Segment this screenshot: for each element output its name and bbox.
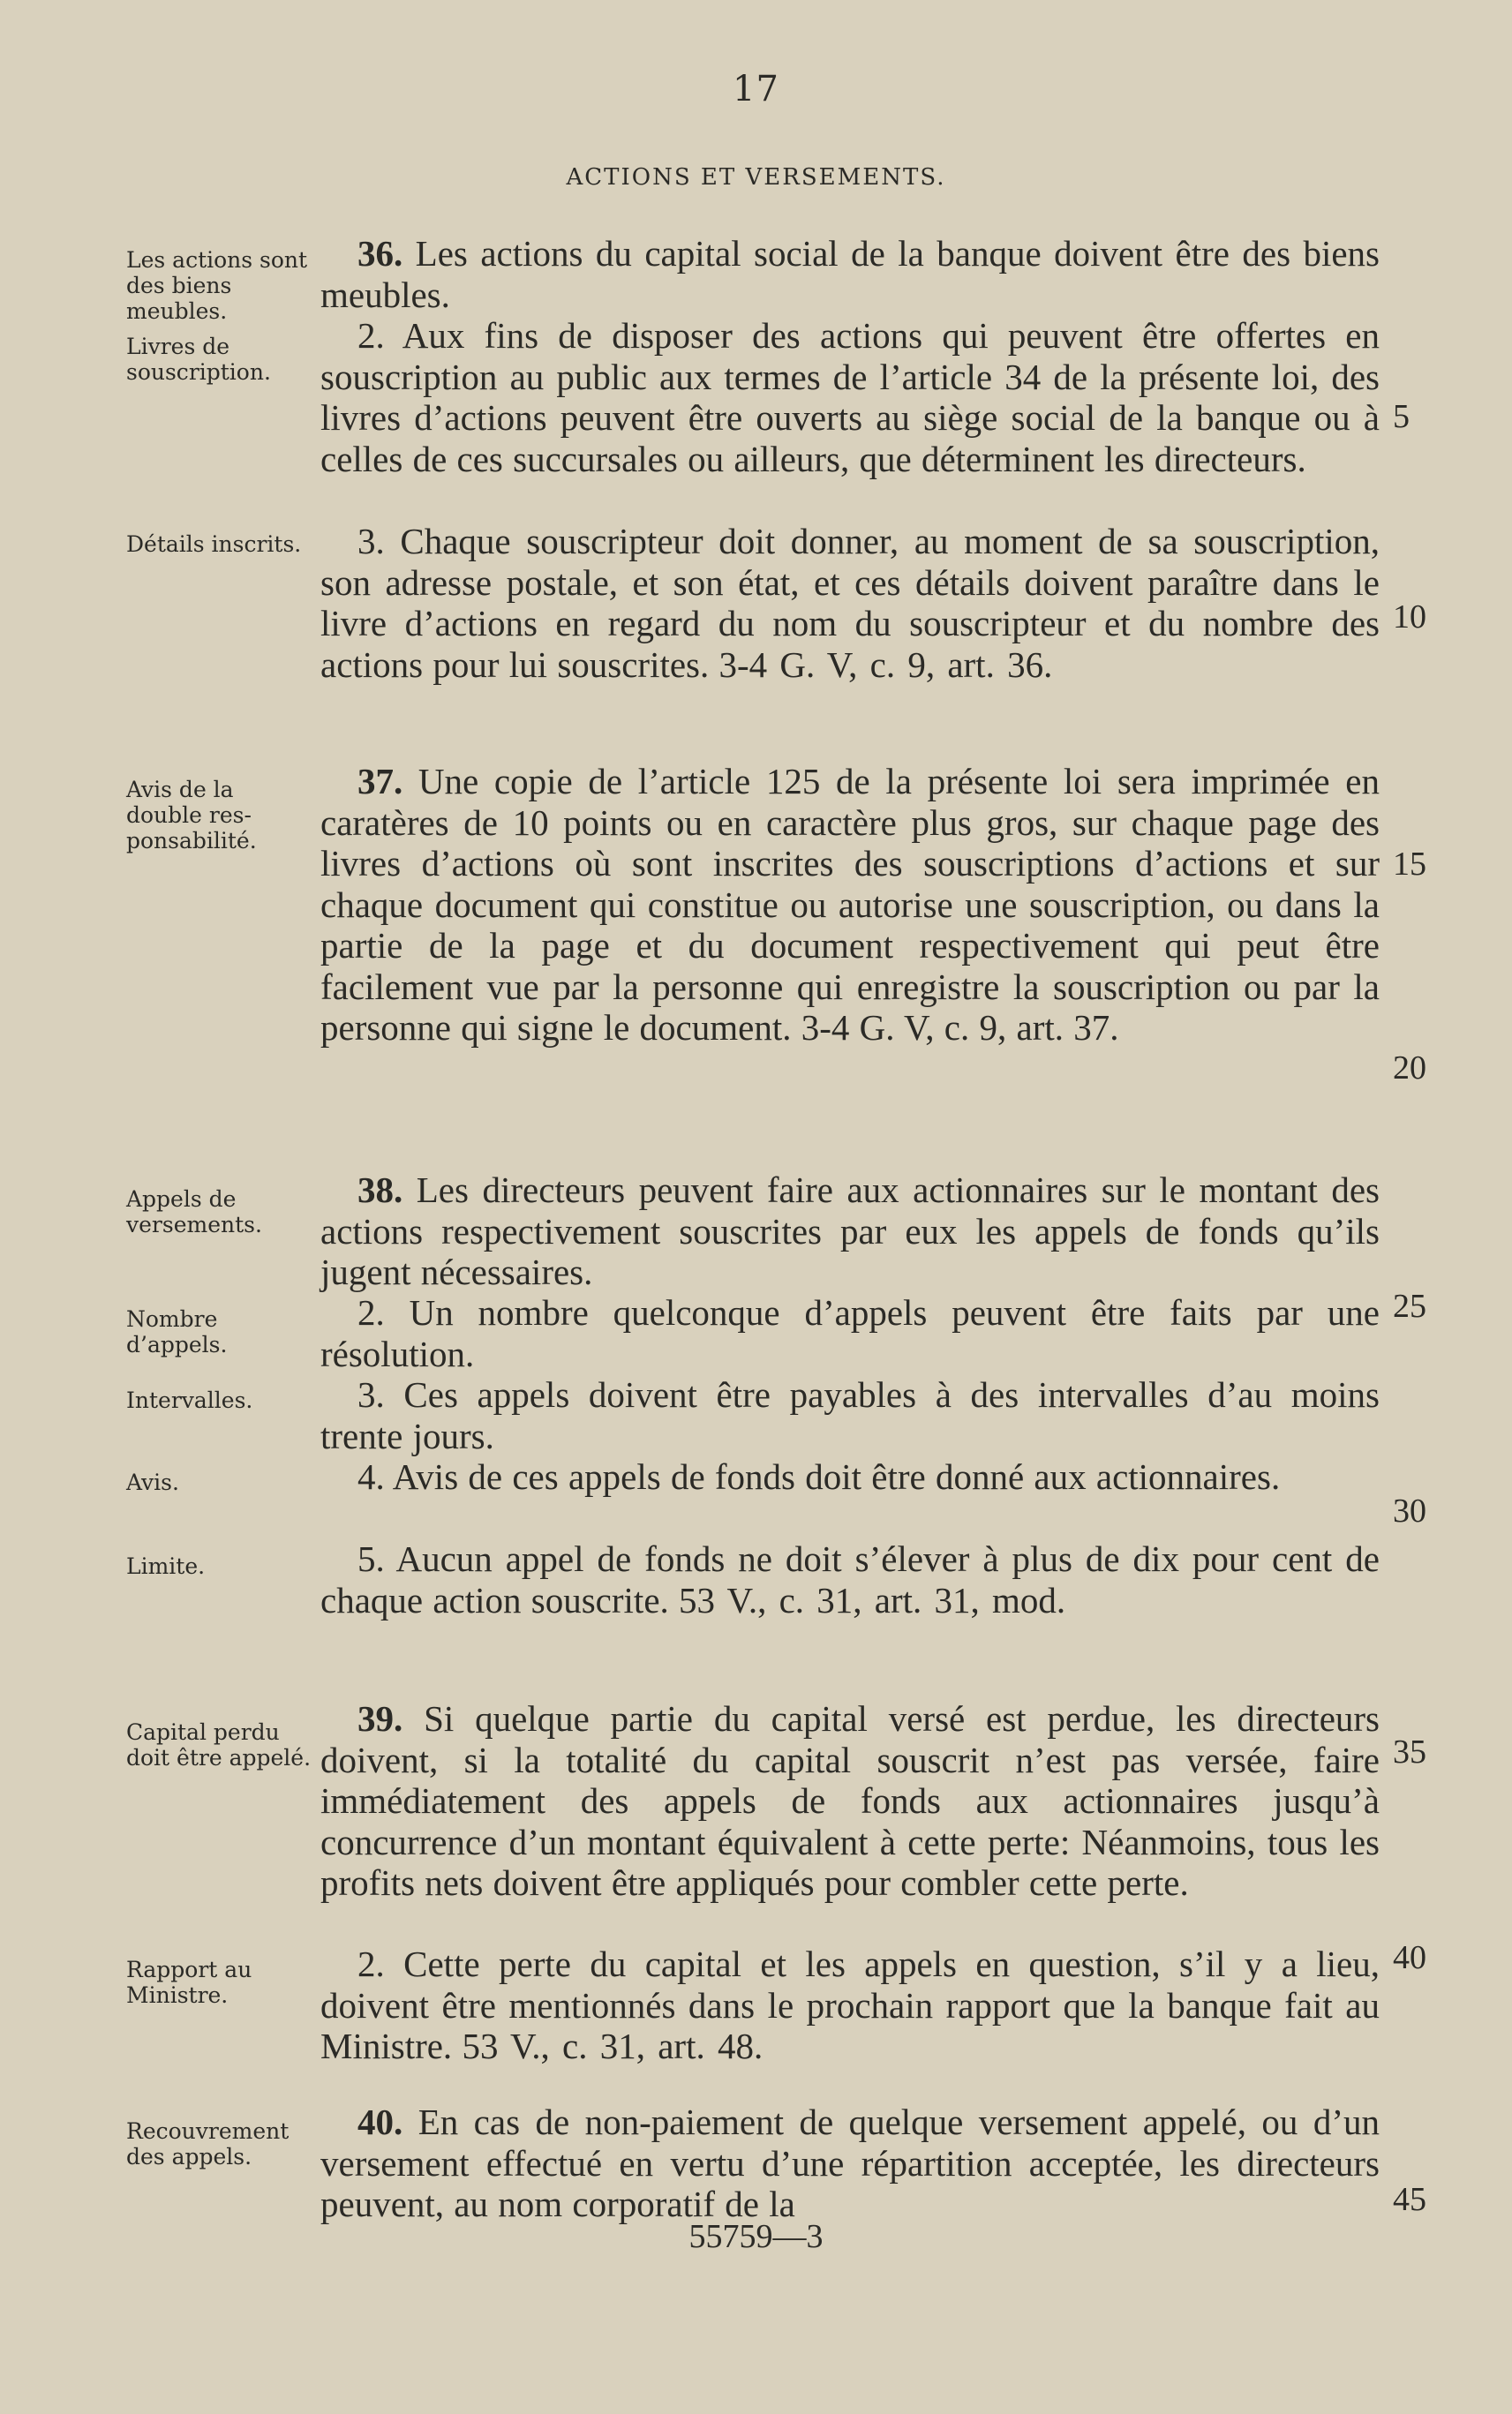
citation: 3-4 G. V, c. 9, art. 36. <box>718 643 1053 685</box>
section-40 <box>320 2102 1380 2225</box>
margin-note-capital-perdu: Capital perdu doit être appelé. <box>126 1719 312 1771</box>
printer-signature: 55759—3 <box>688 2218 824 2255</box>
margin-note-limite: Limite. <box>126 1553 206 1579</box>
citation: 53 V., c. 31, art. 31, mod. <box>679 1579 1066 1621</box>
section-38-4 <box>320 1456 1380 1498</box>
margin-note-avis: Avis. <box>126 1470 179 1495</box>
section-text: 3. Ces appels doivent être payables à des intervalles d’au moins trente jours. <box>320 1374 1380 1456</box>
section-text: Les actions du capital social de la banque doivent être des biens meubles. <box>320 233 1380 315</box>
section-36-3 <box>320 521 1380 685</box>
section-36 <box>320 233 1380 315</box>
line-number: 5 <box>1393 398 1410 435</box>
section-text: 2. Un nombre quelconque d’appels peuvent être faits par une résolution. <box>320 1292 1380 1374</box>
section-38 <box>320 1169 1380 1293</box>
section-text: 2. Aux fins de disposer des actions qui peuvent être offertes en souscription au public aux termes de l’article 34 de la présente loi, des livres d’actions peuvent être ouverts au siège social de la banque ou à celles de ces succursales ou ailleurs, que déterminent les directeurs. <box>320 315 1380 479</box>
section-37 <box>320 761 1380 1049</box>
section-36-2 <box>320 315 1380 479</box>
section-number: 39. <box>357 1698 403 1739</box>
line-number: 10 <box>1393 598 1426 635</box>
citation: 53 V., c. 31, art. 48. <box>462 2026 764 2066</box>
margin-note-rapport: Rapport au Ministre. <box>126 1957 252 2008</box>
section-text: Si quelque partie du capital versé est perdue, les directeurs doivent, si la totalité du capital souscrit n’est pas versée, faire immédiatement des appels de fonds aux actionnaires jusqu’à concurrence d’un montant équivalent à cette perte: Néanmoins, tous les profits nets doivent être appliqués pour combler cette perte. <box>320 1698 1380 1903</box>
section-39-2 <box>320 1944 1380 2067</box>
line-number: 45 <box>1393 2181 1426 2218</box>
margin-note-recouvrement: Recouvrement des appels. <box>126 2118 290 2170</box>
line-number: 35 <box>1393 1733 1426 1771</box>
section-number: 36. <box>357 233 403 274</box>
section-text: En cas de non-paiement de quelque versement appelé, ou d’un versement effectué en vertu d’une répartition acceptée, les directeurs peuvent, au nom corporatif de la <box>320 2102 1380 2224</box>
section-number: 40. <box>357 2102 403 2142</box>
section-text: 2. Cette perte du capital et les appels en question, s’il y a lieu, doivent être mentionnés dans le prochain rapport que la banque fait au Ministre. <box>320 1944 1380 2066</box>
section-text: 5. Aucun appel de fonds ne doit s’élever à plus de dix pour cent de chaque action souscrite. <box>320 1538 1380 1621</box>
margin-note-nombre: Nombre d’appels. <box>126 1306 228 1357</box>
line-number: 30 <box>1393 1493 1426 1530</box>
margin-note-actions: Les actions sont des biens meubles. <box>126 247 308 324</box>
margin-note-avis-responsabilite: Avis de la double responsabilité. <box>126 777 257 854</box>
line-number: 20 <box>1393 1049 1426 1087</box>
margin-note-details: Détails inscrits. <box>126 531 302 557</box>
section-39 <box>320 1698 1380 1904</box>
margin-note-intervalles: Intervalles. <box>126 1387 253 1413</box>
margin-note-livres: Livres de souscription. <box>126 334 271 385</box>
section-text: 4. Avis de ces appels de fonds doit être donné aux actionnaires. <box>357 1456 1281 1497</box>
margin-note-appels: Appels de versements. <box>126 1186 262 1237</box>
line-number: 25 <box>1393 1288 1426 1325</box>
line-number: 15 <box>1393 846 1426 883</box>
section-number: 37. <box>357 761 403 801</box>
section-text: 3. Chaque souscripteur doit donner, au moment de sa souscription, son adresse postale, et son état, et ces détails doivent paraître dans le livre d’actions en regard du nom du souscripteur et du nombre des actions pour lui souscrites. <box>320 521 1380 685</box>
line-number: 40 <box>1393 1939 1426 1976</box>
section-text: Une copie de l’article 125 de la présente loi sera imprimée en caratères de 10 points ou en caractère plus gros, sur chaque page des livres d’actions où sont inscrites des souscriptions d’actions et sur chaque document qui constitue ou autorise une souscription, ou dans la partie de la page et du document respectivement qui peut être facilement vue par la personne qui enregistre la souscription ou par la personne qui signe le document. 3-4 G. V, c. 9, art. 37. <box>320 761 1380 1048</box>
section-38-2 <box>320 1292 1380 1374</box>
section-38-5 <box>320 1538 1380 1621</box>
section-38-3 <box>320 1374 1380 1456</box>
section-number: 38. <box>357 1169 403 1210</box>
section-text: Les directeurs peuvent faire aux actionnaires sur le montant des actions respectivement souscrites par eux les appels de fonds qu’ils jugent nécessaires. <box>320 1169 1380 1292</box>
page-number: 17 <box>733 69 779 109</box>
running-head: ACTIONS ET VERSEMENTS. <box>566 164 946 191</box>
